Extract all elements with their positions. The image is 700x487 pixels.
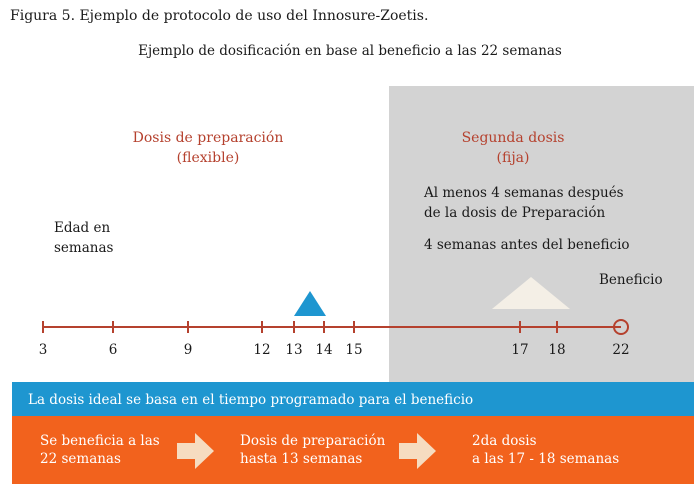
step-slaughter-line2: 22 semanas	[40, 451, 121, 467]
week-tick-label: 14	[315, 342, 333, 358]
figure-title: Figura 5. Ejemplo de protocolo de uso del Innosure-Zoetis.	[10, 8, 429, 24]
step-slaughter-line1: Se beneficia a las	[40, 433, 160, 449]
timing-note-before-slaughter: 4 semanas antes del beneficio	[424, 237, 630, 253]
step-second-dose-line1: 2da dosis	[472, 433, 537, 449]
diagram-subtitle: Ejemplo de dosificación en base al beneficio a las 22 semanas	[138, 43, 562, 59]
week-tick-label: 15	[345, 342, 363, 358]
week-tick-label: 6	[108, 342, 118, 358]
week-tick-label: 3	[38, 342, 48, 358]
step-preparation-line2: hasta 13 semanas	[240, 451, 363, 467]
preparation-dose-title: Dosis de preparación	[132, 130, 284, 146]
week-tick-label: 9	[183, 342, 193, 358]
timing-note-line1: Al menos 4 semanas después	[424, 185, 624, 201]
timing-note-line2: de la dosis de Preparación	[424, 205, 606, 221]
preparation-dose-qualifier: (flexible)	[176, 150, 240, 166]
week-tick-label: 13	[285, 342, 303, 358]
step-preparation-line1: Dosis de preparación	[240, 433, 386, 449]
right-arrow-icon	[399, 433, 436, 469]
age-axis-label-line1: Edad en	[54, 220, 111, 236]
age-axis-label-line2: semanas	[54, 240, 114, 256]
week-tick-label: 12	[253, 342, 271, 358]
right-arrow-icon	[177, 433, 214, 469]
slaughter-label: Beneficio	[599, 272, 663, 288]
second-dose-title: Segunda dosis	[461, 130, 565, 146]
week-tick-label: 22	[612, 342, 630, 358]
week-tick-label: 18	[548, 342, 566, 358]
step-second-dose-line2: a las 17 - 18 semanas	[472, 451, 620, 467]
second-dose-qualifier: (fija)	[496, 150, 530, 166]
banner-text: La dosis ideal se basa en el tiempo programado para el beneficio	[28, 392, 474, 408]
week-tick-label: 17	[511, 342, 529, 358]
